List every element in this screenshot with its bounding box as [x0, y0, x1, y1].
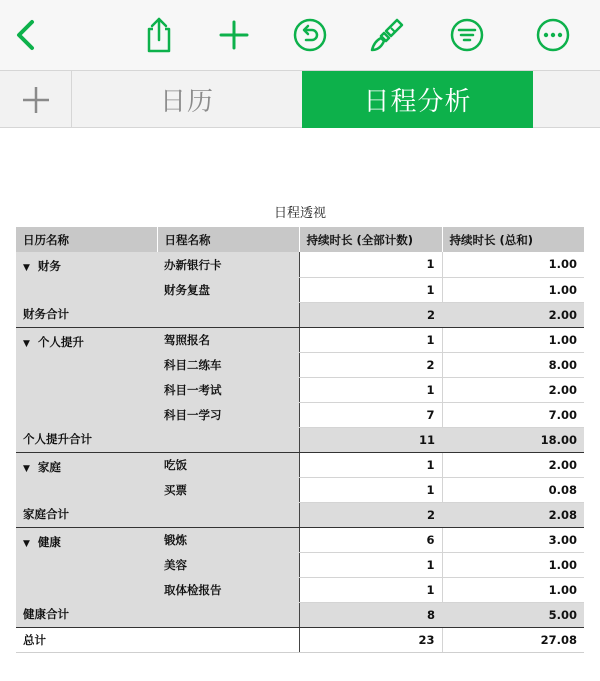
back-button[interactable] [4, 12, 50, 58]
grand-total-empty-cell[interactable] [157, 627, 299, 652]
sum-cell[interactable]: 1.00 [442, 327, 584, 352]
group-name: 财务 [37, 259, 61, 273]
table-row [16, 527, 584, 552]
count-cell[interactable]: 1 [299, 552, 442, 577]
undo-icon [290, 15, 330, 55]
pivot-table [16, 227, 584, 653]
item-name-cell[interactable]: 科目一考试 [157, 377, 299, 402]
sum-cell[interactable]: 7.00 [442, 402, 584, 427]
more-icon [533, 15, 573, 55]
column-header[interactable]: 日程名称 [157, 227, 299, 252]
count-cell[interactable]: 2 [299, 352, 442, 377]
subtotal-count-cell[interactable]: 2 [299, 502, 442, 527]
group-name: 个人提升 [37, 334, 84, 349]
sum-cell[interactable]: 3.00 [442, 527, 584, 552]
count-cell[interactable]: 1 [299, 577, 442, 602]
item-name-cell[interactable]: 吃饭 [157, 452, 299, 477]
subtotal-sum-cell[interactable]: 2.08 [442, 502, 584, 527]
group-label-cell[interactable] [16, 527, 157, 602]
count-cell[interactable]: 6 [299, 527, 442, 552]
tab-schedule-analysis[interactable]: 日程分析 [302, 71, 533, 128]
triangle-down-icon[interactable]: ▼ [23, 338, 30, 349]
count-cell[interactable]: 7 [299, 402, 442, 427]
subtotal-empty-cell[interactable] [157, 427, 299, 452]
sum-cell[interactable]: 0.08 [442, 477, 584, 502]
table-row [16, 252, 584, 277]
column-header[interactable]: 持续时长 (总和) [442, 227, 584, 252]
subtotal-empty-cell[interactable] [157, 302, 299, 327]
sum-cell[interactable]: 1.00 [442, 577, 584, 602]
subtotal-row [16, 602, 584, 627]
share-icon [139, 15, 179, 55]
group-name: 家庭 [37, 459, 61, 474]
grand-total-count-cell[interactable]: 23 [299, 627, 442, 652]
table-row [16, 327, 584, 352]
count-cell[interactable]: 1 [299, 327, 442, 352]
group-label-cell[interactable] [16, 252, 157, 302]
subtotal-sum-cell[interactable]: 5.00 [442, 602, 584, 627]
grand-total-row [16, 627, 584, 652]
subtotal-count-cell[interactable]: 11 [299, 427, 442, 452]
item-name-cell[interactable]: 办新银行卡 [157, 252, 299, 277]
table-row [16, 452, 584, 477]
subtotal-row [16, 302, 584, 327]
count-cell[interactable]: 1 [299, 452, 442, 477]
item-name-cell[interactable]: 科目一学习 [157, 402, 299, 427]
format-brush-button[interactable] [364, 12, 410, 58]
filter-icon [447, 15, 487, 55]
subtotal-count-cell[interactable]: 2 [299, 302, 442, 327]
grand-total-label[interactable]: 总计 [16, 627, 157, 652]
back-chevron-icon [7, 15, 47, 55]
count-cell[interactable]: 1 [299, 477, 442, 502]
sheet-tab-bar [0, 70, 600, 128]
item-name-cell[interactable]: 买票 [157, 477, 299, 502]
subtotal-empty-cell[interactable] [157, 602, 299, 627]
brush-icon [367, 15, 407, 55]
item-name-cell[interactable]: 财务复盘 [157, 277, 299, 302]
add-button[interactable] [211, 12, 257, 58]
subtotal-empty-cell[interactable] [157, 502, 299, 527]
item-name-cell[interactable]: 取体检报告 [157, 577, 299, 602]
subtotal-row [16, 502, 584, 527]
tab-calendar[interactable]: 日历 [159, 87, 214, 117]
column-header[interactable]: 持续时长 (全部计数) [299, 227, 442, 252]
pivot-table-title: 日程透视 [273, 206, 326, 221]
subtotal-sum-cell[interactable]: 2.00 [442, 302, 584, 327]
undo-button[interactable] [287, 12, 333, 58]
count-cell[interactable]: 1 [299, 277, 442, 302]
sum-cell[interactable]: 8.00 [442, 352, 584, 377]
sum-cell[interactable]: 1.00 [442, 277, 584, 302]
sum-cell[interactable]: 2.00 [442, 377, 584, 402]
triangle-down-icon[interactable]: ▼ [23, 463, 30, 474]
subtotal-label[interactable]: 健康合计 [16, 602, 157, 627]
item-name-cell[interactable]: 锻炼 [157, 527, 299, 552]
group-label-cell[interactable] [16, 452, 157, 502]
filter-button[interactable] [444, 12, 490, 58]
more-button[interactable] [530, 12, 576, 58]
toolbar [0, 0, 600, 70]
sum-cell[interactable]: 1.00 [442, 252, 584, 277]
subtotal-label[interactable]: 家庭合计 [16, 502, 157, 527]
item-name-cell[interactable]: 驾照报名 [157, 327, 299, 352]
item-name-cell[interactable]: 美容 [157, 552, 299, 577]
subtotal-sum-cell[interactable]: 18.00 [442, 427, 584, 452]
count-cell[interactable]: 1 [299, 252, 442, 277]
share-button[interactable] [136, 12, 182, 58]
plus-icon [214, 15, 254, 55]
plus-icon [19, 83, 53, 117]
group-name: 健康 [37, 534, 61, 549]
grand-total-sum-cell[interactable]: 27.08 [442, 627, 584, 652]
header-row [16, 227, 584, 252]
group-label-cell[interactable] [16, 327, 157, 427]
add-sheet-button[interactable] [0, 71, 72, 128]
column-header[interactable]: 日历名称 [16, 227, 157, 252]
count-cell[interactable]: 1 [299, 377, 442, 402]
item-name-cell[interactable]: 科目二练车 [157, 352, 299, 377]
sum-cell[interactable]: 1.00 [442, 552, 584, 577]
subtotal-count-cell[interactable]: 8 [299, 602, 442, 627]
sum-cell[interactable]: 2.00 [442, 452, 584, 477]
subtotal-label[interactable]: 个人提升合计 [16, 427, 157, 452]
triangle-down-icon[interactable]: ▼ [23, 263, 30, 273]
subtotal-row [16, 427, 584, 452]
triangle-down-icon[interactable]: ▼ [23, 538, 30, 549]
subtotal-label[interactable]: 财务合计 [16, 302, 157, 327]
